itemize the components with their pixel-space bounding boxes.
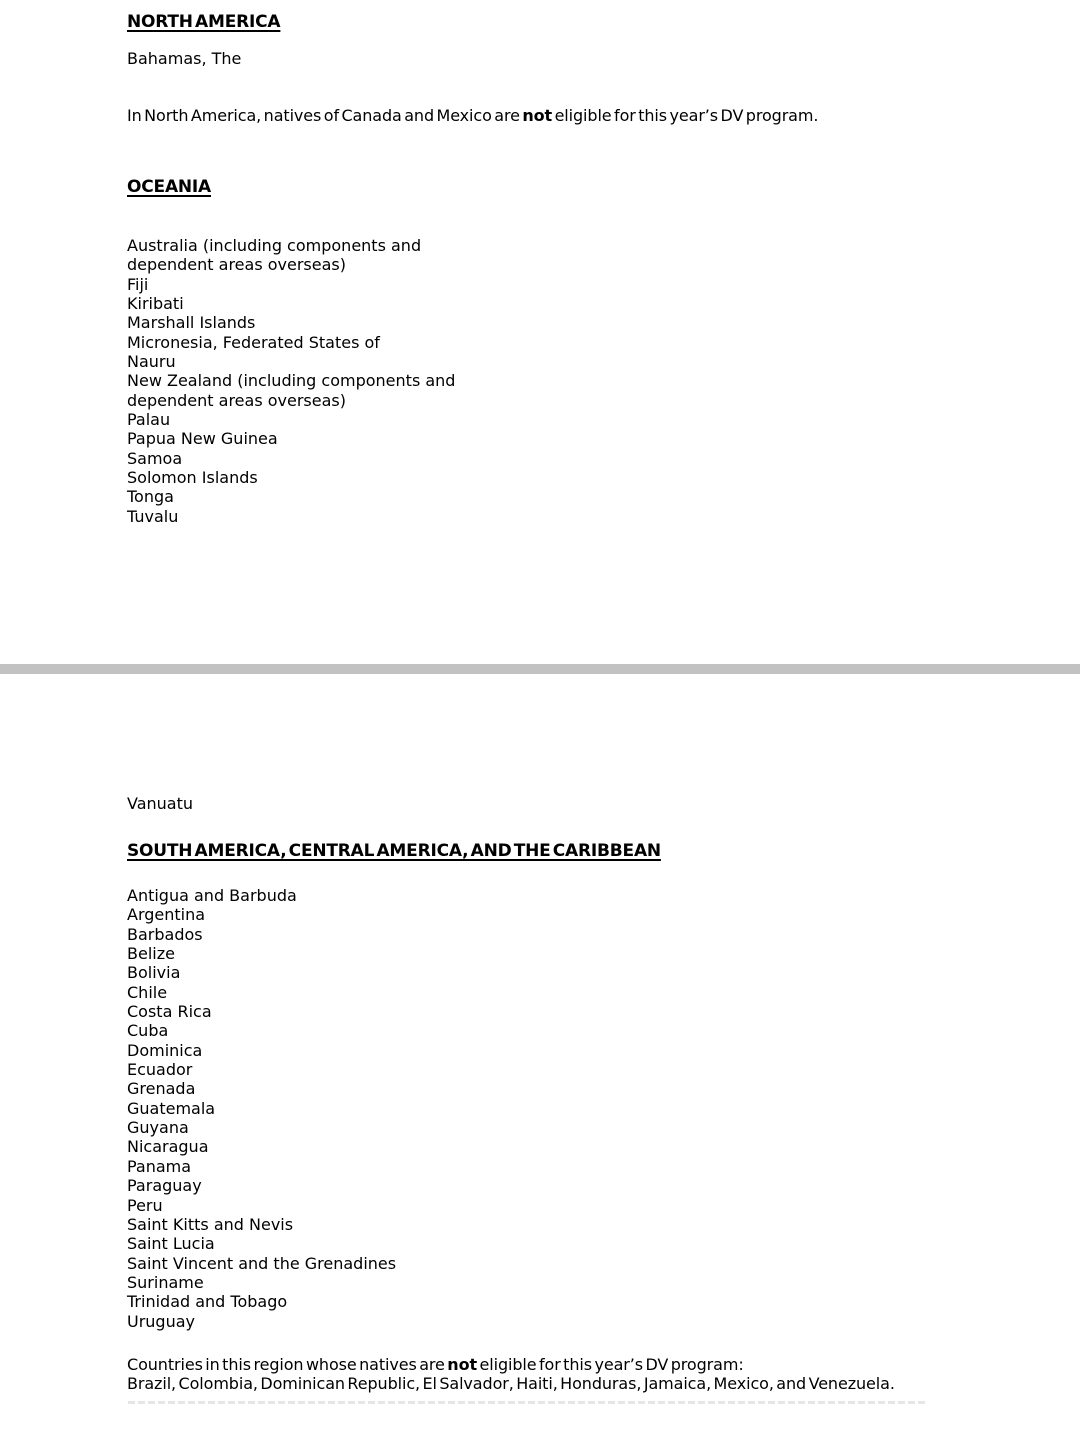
country-item: Paraguay: [127, 1176, 202, 1196]
section-heading-north-america: NORTH AMERICA: [127, 12, 281, 32]
north-america-eligibility-note: [127, 106, 818, 125]
note-text: eligible for this year’s DV program.: [552, 106, 819, 125]
country-item: Suriname: [127, 1272, 204, 1292]
note-text: In North America, natives of Canada and Mexico are: [127, 106, 523, 125]
south-america-country-list: [127, 886, 495, 1331]
country-item: Grenada: [127, 1079, 196, 1099]
note-bold-not: not: [447, 1355, 478, 1374]
north-america-country-list: [127, 49, 495, 68]
country-item: Costa Rica: [127, 1002, 212, 1022]
country-item: Saint Kitts and Nevis: [127, 1214, 294, 1234]
country-item: Uruguay: [127, 1311, 195, 1331]
note-text: eligible for this year’s DV program:: [477, 1355, 744, 1374]
country-item: Saint Lucia: [127, 1234, 215, 1254]
country-item: Trinidad and Tobago: [127, 1292, 288, 1312]
country-item: Bahamas, The: [127, 49, 242, 68]
country-item: Panama: [127, 1156, 192, 1176]
section-heading-oceania: OCEANIA: [127, 177, 212, 197]
country-item: Barbados: [127, 924, 203, 944]
clipped-text-artifact: [128, 1401, 928, 1404]
note-line-1: [127, 1355, 895, 1374]
country-item: Nauru: [127, 352, 176, 372]
country-item: Marshall Islands: [127, 313, 256, 333]
country-item: Australia (including components and dependent areas overseas): [127, 236, 422, 275]
country-item: Vanuatu: [127, 794, 194, 813]
note-line-2: Brazil, Colombia, Dominican Republic, El Salvador, Haiti, Honduras, Jamaica, Mexico, and Venezuela.: [127, 1374, 895, 1394]
country-item: Guyana: [127, 1118, 189, 1138]
country-item: Cuba: [127, 1021, 169, 1041]
oceania-country-list: [127, 236, 495, 526]
country-item: Solomon Islands: [127, 468, 258, 488]
oceania-country-list-continued: [127, 794, 495, 813]
country-item: New Zealand (including components and dependent areas overseas): [127, 371, 456, 410]
section-heading-south-america: SOUTH AMERICA, CENTRAL AMERICA, AND THE CARIBBEAN: [127, 841, 661, 861]
country-item: Chile: [127, 982, 168, 1002]
country-item: Micronesia, Federated States of: [127, 332, 380, 352]
country-item: Ecuador: [127, 1060, 193, 1080]
country-item: Palau: [127, 410, 171, 430]
country-item: Samoa: [127, 448, 183, 468]
country-item: Bolivia: [127, 963, 181, 983]
country-item: Argentina: [127, 905, 206, 925]
country-item: Kiribati: [127, 294, 184, 314]
country-item: Saint Vincent and the Grenadines: [127, 1253, 397, 1273]
country-item: Guatemala: [127, 1098, 216, 1118]
south-america-eligibility-note: [127, 1355, 895, 1394]
country-item: Tonga: [127, 487, 174, 507]
note-bold-not: not: [522, 106, 553, 125]
note-text: Countries in this region whose natives are: [127, 1355, 448, 1374]
country-item: Peru: [127, 1195, 163, 1215]
country-item: Papua New Guinea: [127, 429, 278, 449]
country-item: Tuvalu: [127, 506, 179, 526]
country-item: Fiji: [127, 274, 149, 294]
country-item: Nicaragua: [127, 1137, 209, 1157]
country-item: Belize: [127, 944, 175, 964]
page-break-divider: [0, 664, 1080, 674]
country-item: Antigua and Barbuda: [127, 886, 297, 905]
country-item: Dominica: [127, 1040, 203, 1060]
